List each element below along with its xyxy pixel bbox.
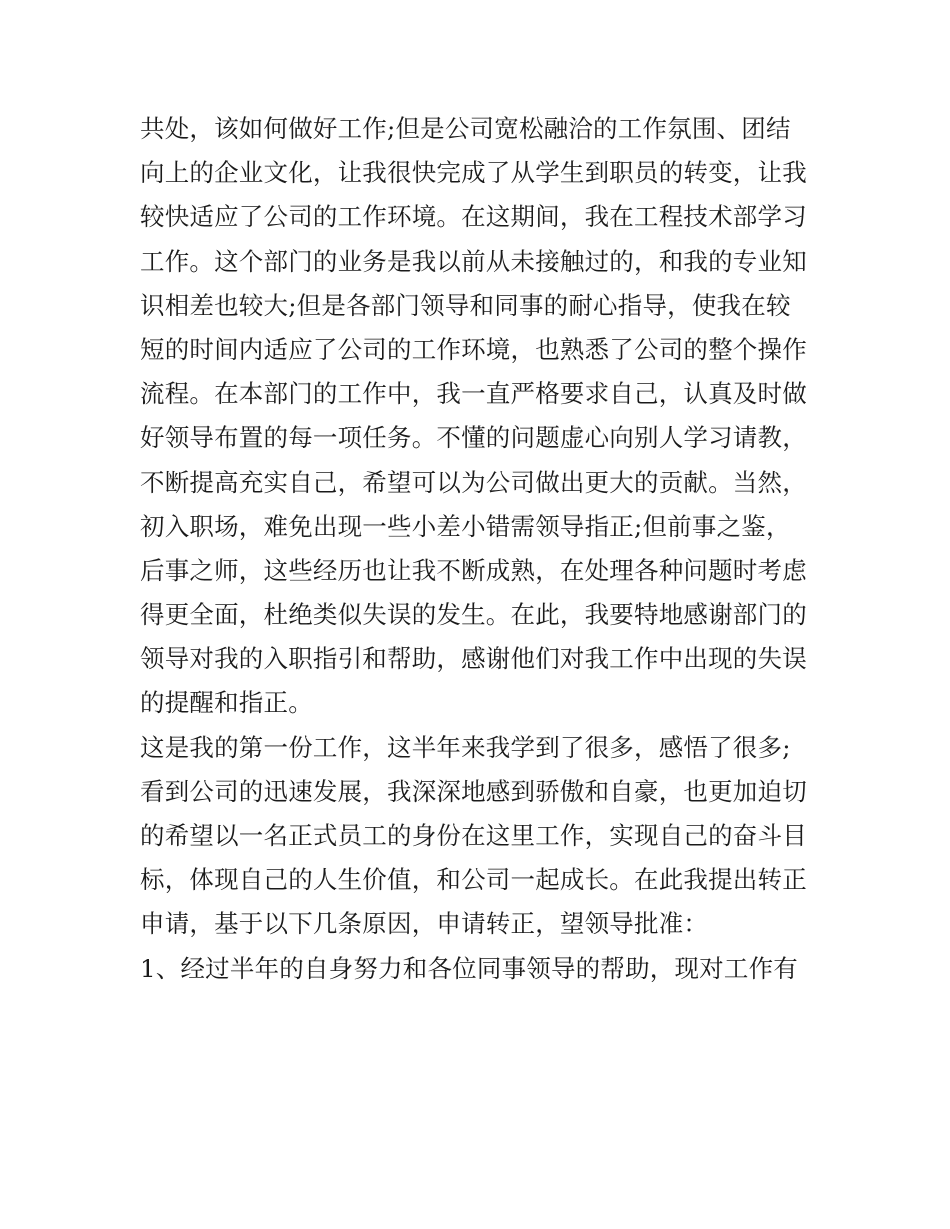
document-body <box>140 107 820 991</box>
text-line: 不断提高充实自己，希望可以为公司做出更大的贡献。当然， <box>140 467 807 497</box>
text-line: 后事之师，这些经历也让我不断成熟，在处理各种问题时考虑 <box>140 555 807 585</box>
text-line: 领导对我的入职指引和帮助，感谢他们对我工作中出现的失误 <box>140 644 807 674</box>
text-line: 得更全面，杜绝类似失误的发生。在此，我要特地感谢部门的 <box>140 600 807 630</box>
text-line: 识相差也较大;但是各部门领导和同事的耐心指导，使我在较 <box>140 290 791 320</box>
text-line: 好领导布置的每一项任务。不懂的问题虚心向别人学习请教， <box>140 423 807 453</box>
text-line: 的提醒和指正。 <box>140 688 313 718</box>
text-line: 这是我的第一份工作，这半年来我学到了很多，感悟了很多; <box>140 732 791 762</box>
text-line: 短的时间内适应了公司的工作环境，也熟悉了公司的整个操作 <box>140 334 807 364</box>
text-line: 看到公司的迅速发展，我深深地感到骄傲和自豪，也更加迫切 <box>140 776 807 806</box>
text-line: 1、经过半年的自身努力和各位同事领导的帮助，现对工作有 <box>140 953 798 983</box>
text-line: 向上的企业文化，让我很快完成了从学生到职员的转变，让我 <box>140 158 807 188</box>
text-line: 标，体现自己的人生价值，和公司一起成长。在此我提出转正 <box>140 865 807 895</box>
text-line: 申请，基于以下几条原因，申请转正，望领导批准： <box>140 909 709 939</box>
text-line: 流程。在本部门的工作中，我一直严格要求自己，认真及时做 <box>140 379 807 409</box>
text-line: 的希望以一名正式员工的身份在这里工作，实现自己的奋斗目 <box>140 821 807 850</box>
text-line: 较快适应了公司的工作环境。在这期间，我在工程技术部学习 <box>140 202 807 232</box>
text-line: 共处，该如何做好工作;但是公司宽松融洽的工作氛围、团结 <box>140 114 791 143</box>
text-line: 初入职场，难免出现一些小差小错需领导指正;但前事之鉴， <box>140 511 791 541</box>
text-line: 工作。这个部门的业务是我以前从未接触过的，和我的专业知 <box>140 246 807 276</box>
